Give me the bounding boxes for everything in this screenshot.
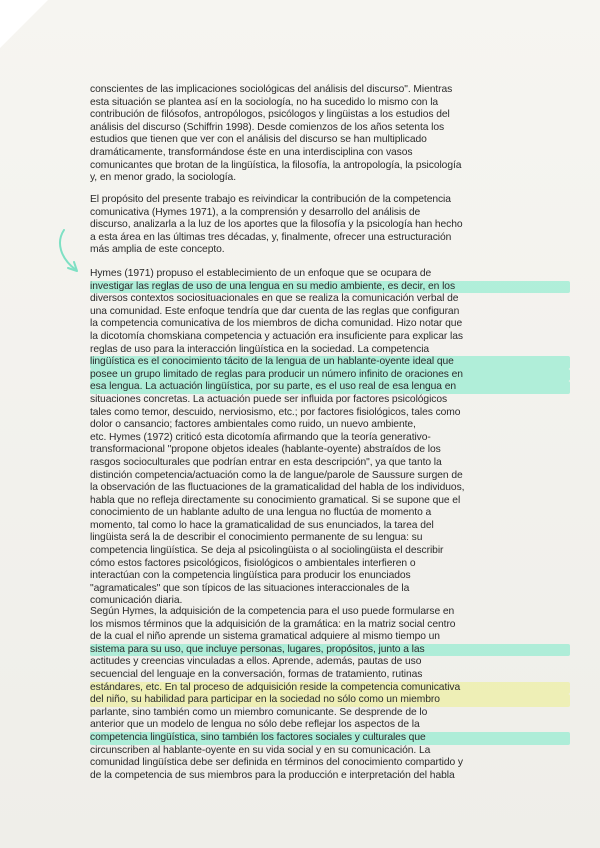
text-line: lingüista será la de describir el conocimiento permanente de su lengua: su: [90, 532, 423, 544]
text-line: secuencial del lenguaje en la conversación, formas de tratamiento, rutinas: [90, 668, 423, 680]
text-line: tales como temor, descuido, nerviosismo, etc.; por factores fisiológicos, tales como: [90, 406, 461, 418]
text-line: comunicación diaria.: [90, 595, 183, 607]
text-line: diversos contextos sociosituacionales en que se realiza la comunicación verbal de: [90, 293, 459, 305]
text-line: Hymes (1971) propuso el establecimiento de un enfoque que se ocupara de: [90, 268, 432, 279]
paragraph-3: [90, 268, 570, 608]
highlighted-line: investigar las reglas de uso de una lengua en su medio ambiente, es decir, en los: [90, 281, 570, 294]
text-line: conocimiento de un hablante adulto de una lengua no fluctúa de momento a: [90, 507, 432, 519]
text-line: comunidad lingüística debe ser definida en términos del conocimiento compartido y: [90, 757, 464, 769]
text-line: anterior que un modelo de lengua no sólo debe reflejar los aspectos de la: [90, 719, 420, 731]
text-line: conscientes de las implicaciones sociológicas del análisis del discurso". Mientras: [90, 84, 453, 95]
highlighted-line: sistema para su uso, que incluye personas, lugares, propósitos, junto a las: [90, 644, 570, 657]
text-line: de la cual el niño aprende un sistema gramatical adquiere al mismo tiempo un: [90, 631, 440, 643]
text-line: parlante, sino también como un miembro comunicante. Se desprende de lo: [90, 706, 428, 718]
text-line: comunicativa (Hymes 1971), a la comprensión y desarrollo del análisis de: [90, 206, 421, 218]
text-line: situaciones concretas. La actuación puede ser influida por factores psicológicos: [90, 393, 448, 405]
text-line: competencia lingüística. Se deja al psicolingüista o al sociolingüista el describir: [90, 545, 444, 557]
text-line: la observación de las fluctuaciones de la gramaticalidad del habla de los individuos,: [90, 482, 465, 494]
text-line: más amplia de este concepto.: [90, 244, 225, 256]
text-line: "agramaticales" que son típicos de las situaciones interaccionales de la: [90, 582, 410, 594]
text-line: estudios que tienen que ver con el análisis del discurso se han multiplicado: [90, 134, 427, 146]
text-line: distinción competencia/actuación como la de langue/parole de Saussure surgen de: [90, 469, 463, 481]
highlighted-line: lingüística es el conocimiento tácito de la lengua de un hablante-oyente ideal que: [90, 356, 570, 369]
text-line: la competencia comunicativa de los miembros de dicha comunidad. Hizo notar que: [90, 318, 463, 330]
text-line: transformacional "propone objetos ideales (hablante-oyente) abstraídos de los: [90, 444, 441, 456]
text-line: circunscriben al hablante-oyente en su vida social y en su comunicación. La: [90, 744, 431, 756]
text-line: reglas de uso para la interacción lingüística en la sociedad. La competencia: [90, 343, 430, 355]
text-line: habla que no refleja directamente su conocimiento gramatical. Si se supone que el: [90, 494, 461, 506]
text-line: comunicantes que brotan de la lingüística, la filosofía, la antropología, la psicología: [90, 159, 462, 171]
text-line: de la competencia de sus miembros para la producción e interpretación del habla: [90, 769, 455, 781]
folded-corner: [0, 0, 48, 48]
text-line: dolor o cansancio; factores ambientales como ruido, un nuevo ambiente,: [90, 419, 416, 431]
text-line: contribución de filósofos, antropólogos, psicólogos y lingüistas a los estudios del: [90, 109, 450, 121]
text-line: actitudes y creencias vinculadas a ellos. Aprende, además, pautas de uso: [90, 656, 422, 668]
margin-arrow-icon: [58, 228, 84, 276]
text-line: etc. Hymes (1972) criticó esta dicotomía afirmando que la teoría generativo-: [90, 431, 431, 443]
text-line: a esta área en las últimas tres décadas, y, finalmente, ofrecer una estructuración: [90, 231, 452, 243]
highlighted-line: esa lengua. La actuación lingüística, por su parte, es el uso real de esa lengua en: [90, 381, 570, 394]
highlighted-line: posee un grupo limitado de reglas para producir un número infinito de oraciones en: [90, 369, 570, 382]
text-line: y, en menor grado, la sociología.: [90, 172, 236, 184]
text-line: los mismos términos que la adquisición de la gramática: en la matriz social centro: [90, 618, 456, 630]
text-line: momento, tal como lo hace la gramaticalidad de sus enunciados, la tarea del: [90, 519, 434, 531]
text-line: cómo estos factores psicológicos, fisiológicos o ambientales interfieren o: [90, 557, 416, 569]
text-line: dramáticamente, transformándose éste en una interdisciplina con vasos: [90, 146, 413, 158]
highlighted-line: competencia lingüística, sino también los factores sociales y culturales que: [90, 732, 570, 745]
text-line: Según Hymes, la adquisición de la competencia para el uso puede formularse en: [90, 606, 455, 617]
highlighted-line: estándares, etc. En tal proceso de adquisición reside la competencia comunicativa: [90, 682, 570, 695]
text-line: rasgos socioculturales que podrían entrar en esta descripción", ya que tanto la: [90, 456, 442, 468]
paragraph-4: [90, 606, 570, 782]
text-line: esta situación se plantea así en la sociología, no ha sucedido lo mismo con la: [90, 96, 439, 108]
paragraph-2: [90, 194, 570, 257]
text-line: interactúan con la competencia lingüística para producir los enunciados: [90, 570, 411, 582]
paragraph-1: [90, 84, 570, 185]
text-line: discurso, analizarla a la luz de los aportes que la filosofía y la psicología han hecho: [90, 219, 463, 231]
text-line: análisis del discurso (Schiffrin 1998). Desde comienzos de los años setenta los: [90, 121, 445, 133]
text-line: El propósito del presente trabajo es reivindicar la contribución de la competencia: [90, 194, 451, 205]
highlighted-line: del niño, su habilidad para participar en la sociedad no sólo como un miembro: [90, 694, 570, 707]
text-line: una comunidad. Este enfoque tendría que dar cuenta de las reglas que configuran: [90, 305, 460, 317]
text-line: la dicotomía chomskiana competencia y actuación era insuficiente para explicar las: [90, 330, 463, 342]
